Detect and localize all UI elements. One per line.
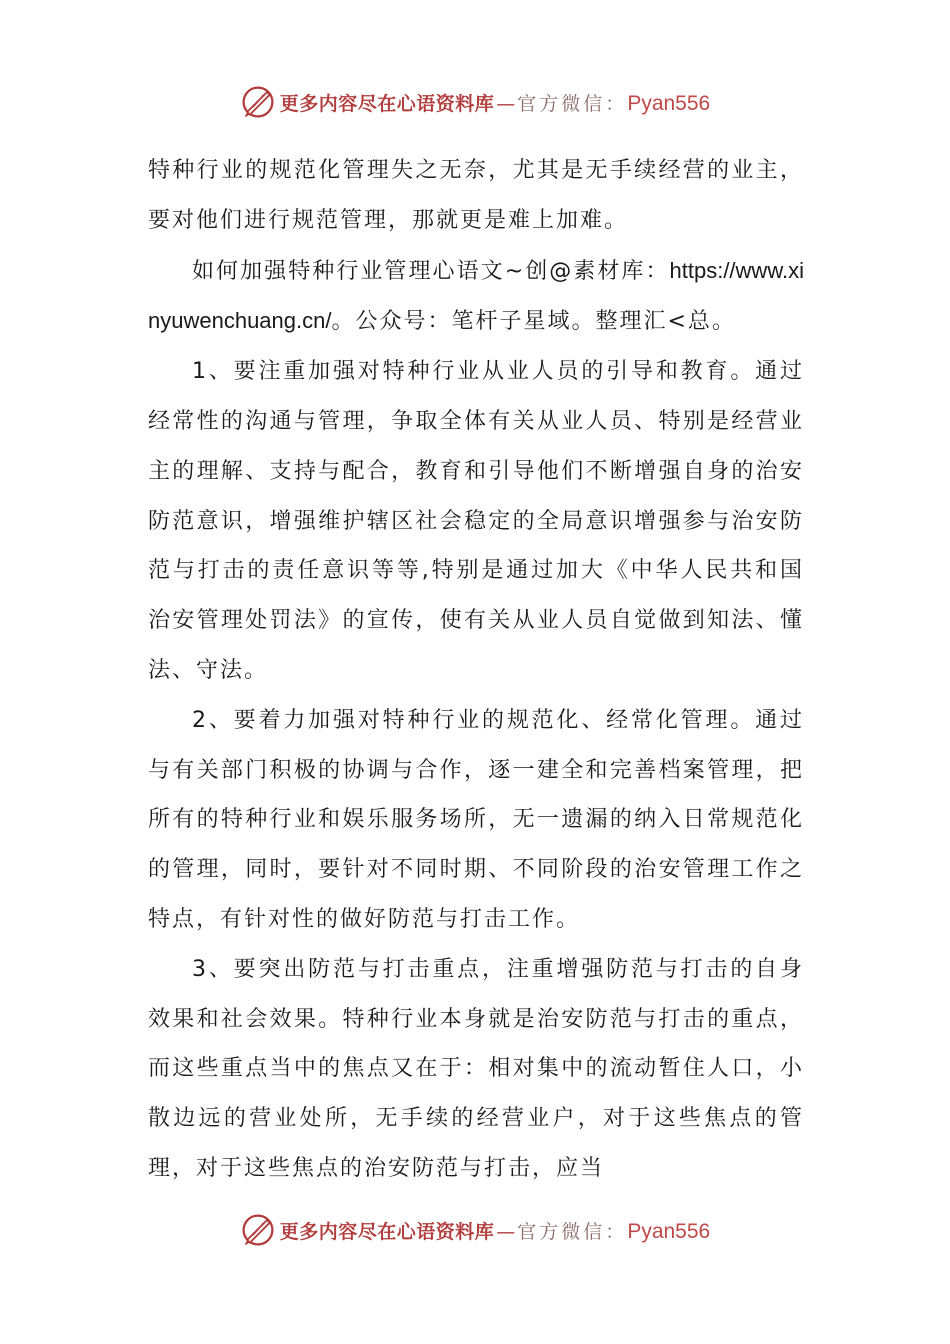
source-suffix: 。公众号：笔杆子星域。整理汇<总。 [331, 309, 736, 335]
paragraph-point-2: 2、要着力加强对特种行业的规范化、经常化管理。通过与有关部门积极的协调与合作，逐一建全和完善档案管理，把所有的特种行业和娱乐服务场所，无一遗漏的纳入日常规范化的管理，同时，要针对不同时期、不同阶段的治安管理工作之特点，有针对性的做好防范与打击工作。 [148, 707, 804, 932]
header-banner-text [280, 89, 710, 116]
banner-wechat-id: Pyan556 [627, 91, 711, 115]
pen-nib-logo-icon [240, 84, 276, 120]
header-banner [0, 82, 950, 122]
banner-dash: — [496, 1220, 516, 1243]
banner-wechat-label: 官方微信： [517, 92, 628, 115]
source-url: https://www.xinyuwenchuang.cn/ [148, 257, 804, 334]
source-prefix: 如何加强特种行业管理心语文~创@素材库： [192, 258, 670, 284]
banner-main-text: 更多内容尽在心语资料库 [279, 1220, 495, 1243]
document-body [148, 146, 804, 1194]
banner-wechat-label: 官方微信： [517, 1220, 628, 1243]
banner-main-text: 更多内容尽在心语资料库 [279, 92, 495, 115]
paragraph-point-3: 3、要突出防范与打击重点，注重增强防范与打击的自身效果和社会效果。特种行业本身就是治安防范与打击的重点，而这些重点当中的焦点又在于：相对集中的流动暂住人口，小散边远的营业处所，无手续的经营业户，对于这些焦点的管理，对于这些焦点的治安防范与打击，应当 [148, 956, 804, 1181]
paragraph-point-1: 1、要注重加强对特种行业从业人员的引导和教育。通过经常性的沟通与管理，争取全体有关从业人员、特别是经营业主的理解、支持与配合，教育和引导他们不断增强自身的治安防范意识，增强维护辖区社会稳定的全局意识增强参与治安防范与打击的责任意识等等,特别是通过加大《中华人民共和国治安管理处罚法》的宣传，使有关从业人员自觉做到知法、懂法、守法。 [148, 359, 804, 683]
banner-dash: — [496, 92, 516, 115]
footer-banner [0, 1210, 950, 1250]
paragraph-continued: 特种行业的规范化管理失之无奈，尤其是无手续经营的业主，要对他们进行规范管理，那就更是难上加难。 [148, 158, 804, 233]
pen-nib-logo-icon [240, 1212, 276, 1248]
paragraph-source [148, 246, 804, 348]
footer-banner-text [280, 1217, 710, 1244]
banner-wechat-id: Pyan556 [627, 1219, 711, 1243]
